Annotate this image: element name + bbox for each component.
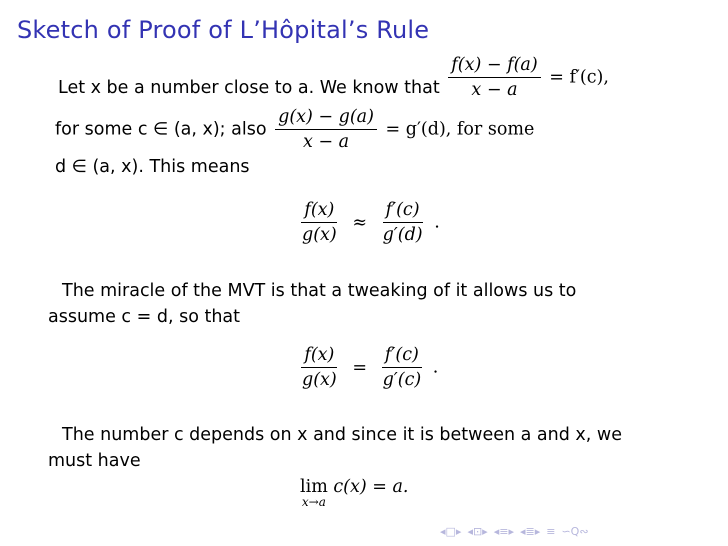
fraction-g-numerator: g(x) − g(a) <box>275 107 377 130</box>
page-title: Sketch of Proof of L’Hôpital’s Rule <box>17 16 430 44</box>
nav-prev-icon[interactable]: ◂⊡▸ <box>467 525 488 538</box>
nav-next-icon[interactable]: ◂≣▸ <box>519 525 541 538</box>
text-line-3 <box>55 157 250 177</box>
equation-limit <box>300 477 409 509</box>
equation-equal <box>296 345 438 390</box>
paragraph-2-line-1: The miracle of the MVT is that a tweaking of it allows us to <box>62 281 577 301</box>
nav-first-icon[interactable]: ◂□▸ <box>440 525 462 538</box>
eq2-right-numerator: f′(c) <box>382 345 422 368</box>
nav-last-icon[interactable]: ≡ <box>546 525 556 538</box>
fraction-f <box>448 55 540 100</box>
eq2-left-denominator: g(x) <box>302 370 337 391</box>
eq2-right-fraction <box>380 345 425 390</box>
navigation-bar <box>440 525 589 538</box>
eq1-relation: ≈ <box>352 212 367 233</box>
eq1-right-denominator: g′(d) <box>382 225 423 246</box>
text-line-2 <box>55 107 534 152</box>
paragraph-3-line-2: must have <box>48 451 141 471</box>
eq2-right-denominator: g′(c) <box>382 370 422 391</box>
paragraph-3-line-1: The number c depends on x and since it is between a and x, we <box>62 425 622 445</box>
eq1-left-numerator: f(x) <box>301 200 337 223</box>
eq2-relation: = <box>352 357 367 378</box>
paragraph-2-line-2: assume c = d, so that <box>48 307 240 327</box>
line3-text: d ∈ (a, x). This means <box>55 157 250 177</box>
text-line-1 <box>58 55 609 100</box>
eq1-left-denominator: g(x) <box>302 225 337 246</box>
eq2-period: . <box>432 357 439 378</box>
line1-text: Let x be a number close to a. We know that <box>58 77 440 98</box>
limit-operator <box>300 477 328 509</box>
eq1-right-fraction <box>380 200 426 245</box>
limit-body: c(x) = a. <box>333 477 409 497</box>
eq2-left-fraction <box>299 345 340 390</box>
line2-pre: for some c ∈ (a, x); also <box>55 119 267 140</box>
line1-rhs: = f′(c), <box>549 67 609 88</box>
nav-section-icon[interactable]: ◂≡▸ <box>493 525 514 538</box>
limit-subscript: x→a <box>301 495 326 509</box>
equation-approx <box>296 200 440 245</box>
nav-search-icon[interactable]: ∽Q∾ <box>561 525 589 538</box>
fraction-f-numerator: f(x) − f(a) <box>448 55 540 78</box>
fraction-f-denominator: x − a <box>471 80 518 101</box>
eq1-right-numerator: f′(c) <box>383 200 423 223</box>
eq1-period: . <box>434 212 440 233</box>
line2-rhs: = g′(d), for some <box>385 119 535 140</box>
eq1-left-fraction <box>299 200 340 245</box>
fraction-g-denominator: x − a <box>302 132 350 153</box>
fraction-g <box>275 107 377 152</box>
eq2-left-numerator: f(x) <box>301 345 337 368</box>
limit-label: lim <box>300 477 328 497</box>
